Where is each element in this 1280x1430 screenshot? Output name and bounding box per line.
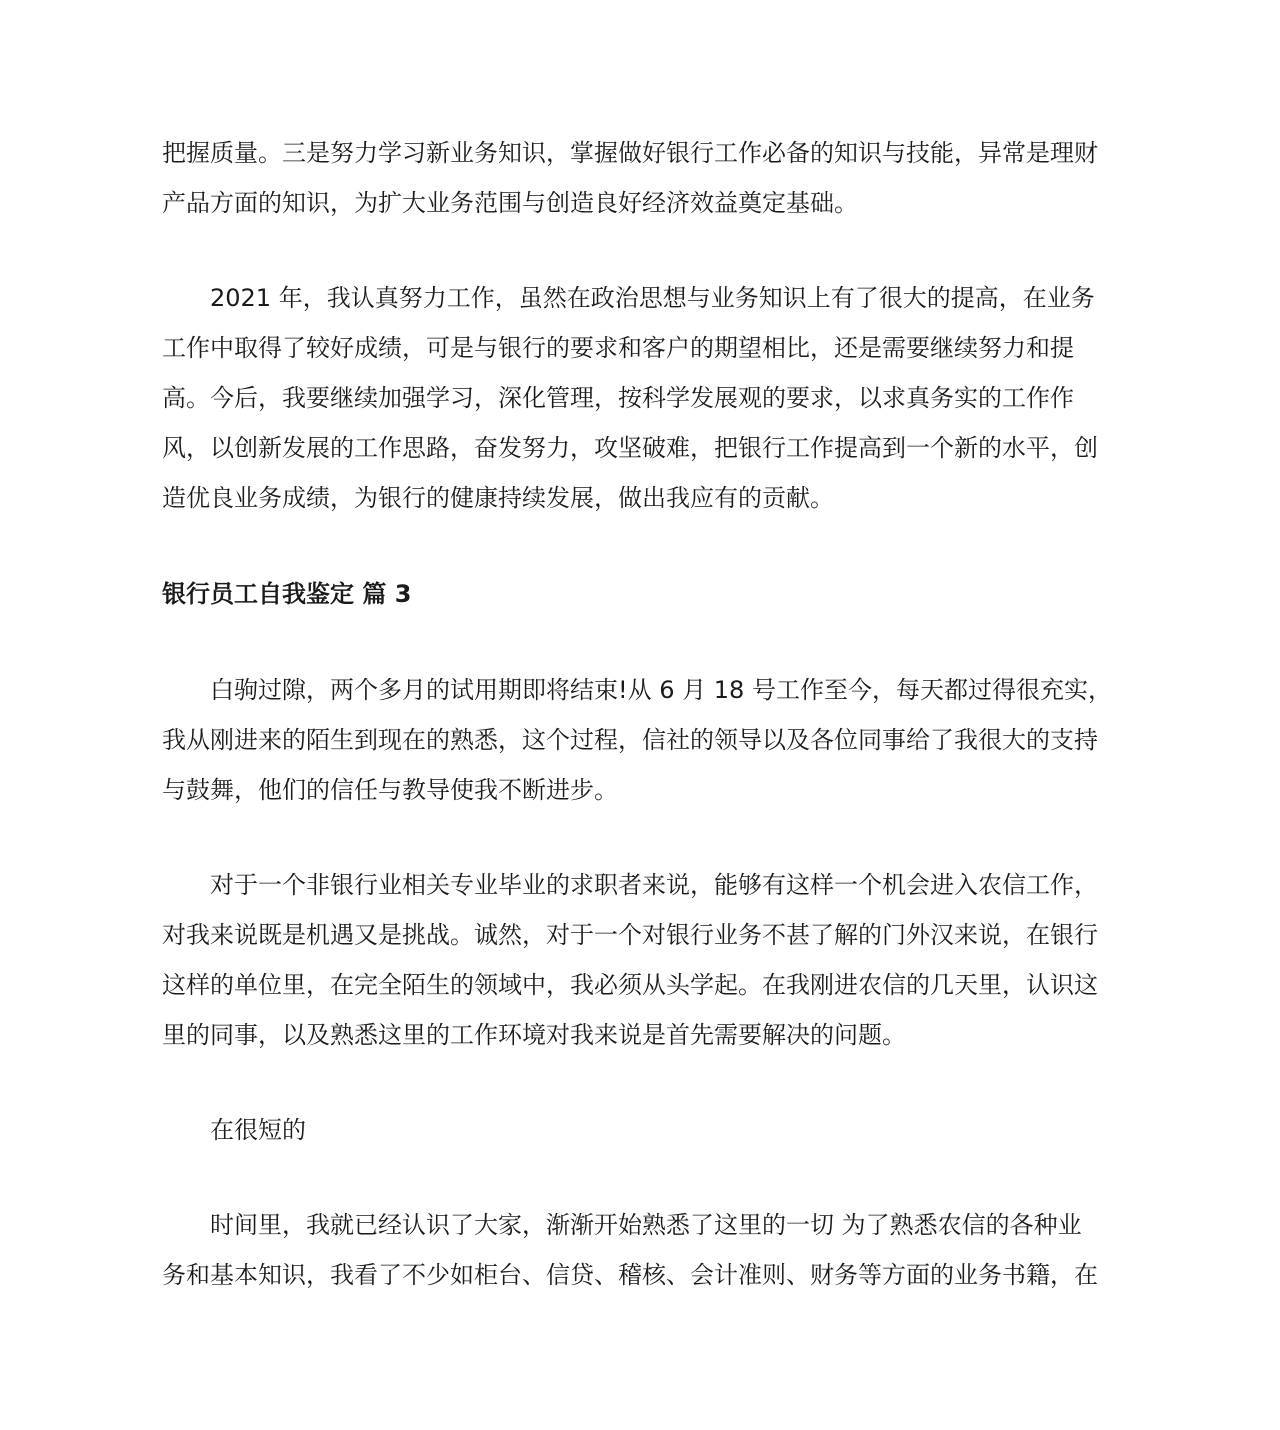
paragraph-4 (162, 860, 1122, 1060)
paragraph-2 (162, 273, 1122, 523)
paragraph-line: 产品方面的知识，为扩大业务范围与创造良好经济效益奠定基础。 (162, 189, 858, 217)
paragraph-line: 对我来说既是机遇又是挑战。诚然，对于一个对银行业务不甚了解的门外汉来说，在银行 (162, 921, 1098, 949)
paragraph-line: 造优良业务成绩，为银行的健康持续发展，做出我应有的贡献。 (162, 484, 834, 512)
paragraph-line: 把握质量。三是努力学习新业务知识，掌握做好银行工作必备的知识与技能，异常是理财 (162, 139, 1098, 167)
paragraph-line: 与鼓舞，他们的信任与教导使我不断进步。 (162, 776, 618, 804)
paragraph-line: 我从刚进来的陌生到现在的熟悉，这个过程，信社的领导以及各位同事给了我很大的支持 (162, 726, 1098, 754)
paragraph-6 (162, 1200, 1122, 1300)
paragraph-line: 对于一个非银行业相关专业毕业的求职者来说，能够有这样一个机会进入农信工作， (210, 871, 1098, 899)
paragraph-line: 务和基本知识，我看了不少如柜台、信贷、稽核、会计准则、财务等方面的业务书籍，在 (162, 1261, 1098, 1289)
paragraph-line: 在很短的 (210, 1116, 306, 1144)
paragraph-line: 里的同事，以及熟悉这里的工作环境对我来说是首先需要解决的问题。 (162, 1021, 906, 1049)
paragraph-5 (162, 1105, 1122, 1155)
paragraph-line: 2021 年，我认真努力工作，虽然在政治思想与业务知识上有了很大的提高，在业务 (210, 284, 1095, 312)
paragraph-line: 高。今后，我要继续加强学习，深化管理，按科学发展观的要求，以求真务实的工作作 (162, 384, 1074, 412)
paragraph-line: 风，以创新发展的工作思路，奋发努力，攻坚破难，把银行工作提高到一个新的水平，创 (162, 434, 1098, 462)
paragraph-line: 这样的单位里，在完全陌生的领域中，我必须从头学起。在我刚进农信的几天里，认识这 (162, 971, 1098, 999)
paragraph-line: 时间里，我就已经认识了大家，渐渐开始熟悉了这里的一切 为了熟悉农信的各种业 (210, 1211, 1082, 1239)
paragraph-line: 白驹过隙，两个多月的试用期即将结束!从 6 月 18 号工作至今，每天都过得很充实， (210, 676, 1112, 704)
section-heading: 银行员工自我鉴定 篇 3 (162, 580, 412, 608)
paragraph-1 (162, 128, 1122, 228)
paragraph-line: 工作中取得了较好成绩，可是与银行的要求和客户的期望相比，还是需要继续努力和提 (162, 334, 1074, 362)
paragraph-3 (162, 665, 1122, 815)
